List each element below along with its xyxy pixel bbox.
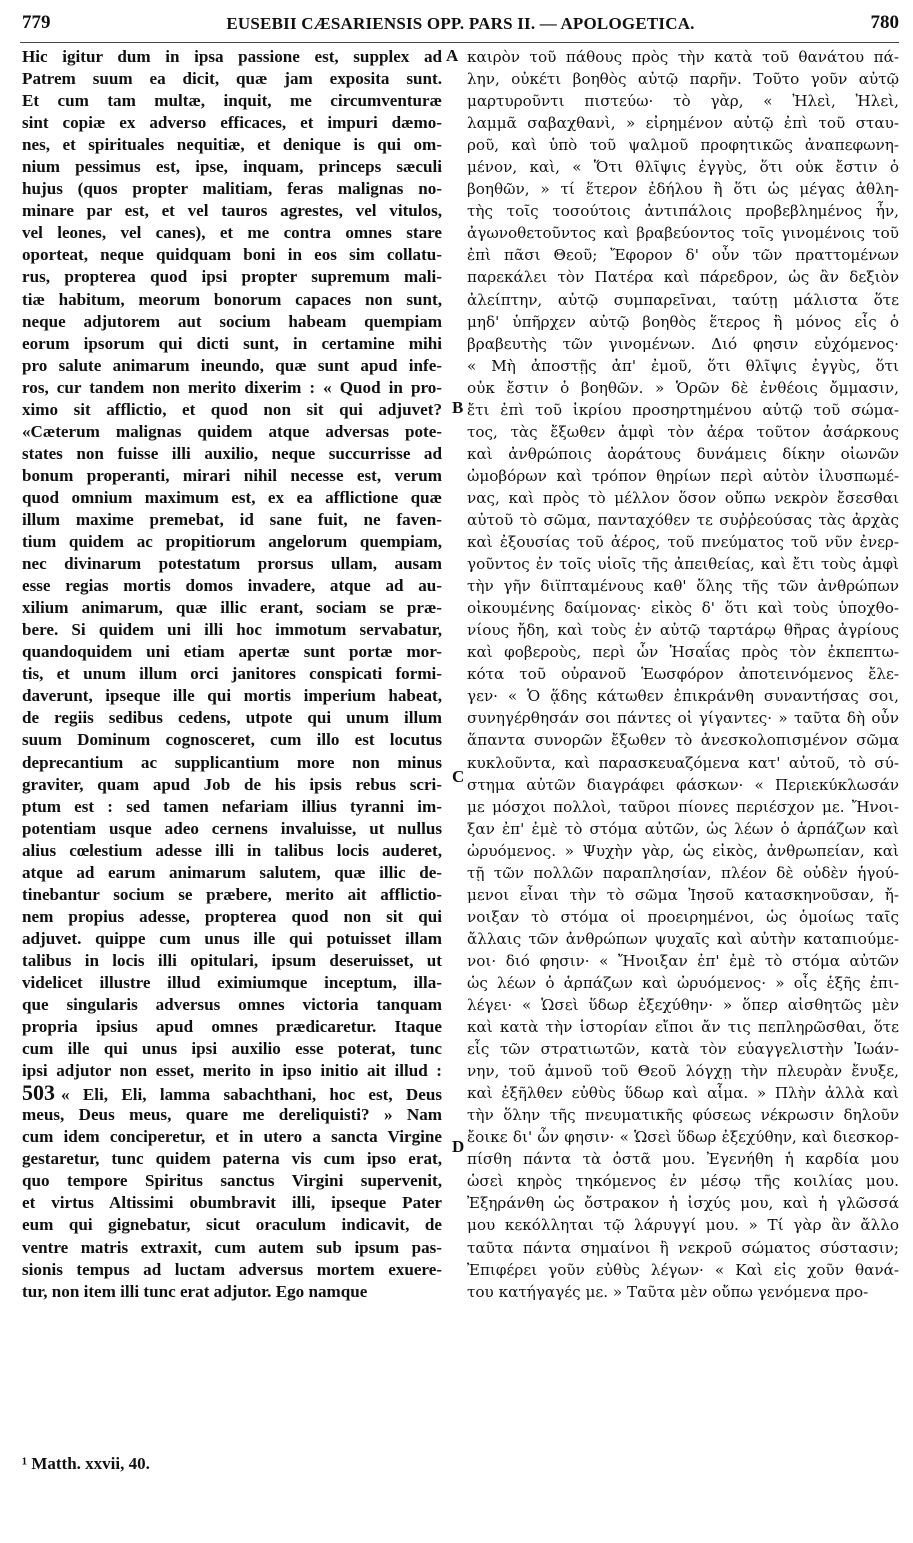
greek-line: παρεκάλει τὸν Πατέρα καὶ πάρεδρον, ὡς ἂν δεξιὸν	[467, 268, 899, 287]
latin-line: neque adjutorem aut socium habeam quempiam	[22, 311, 442, 331]
greek-line: κότα τοῦ οὐρανοῦ Ἑωσφόρον ἀποτεινόμενος ἔλε-	[467, 665, 899, 684]
greek-line: καιρὸν τοῦ πάθους πρὸς τὴν κατὰ τοῦ θανάτου πά-	[467, 48, 899, 66]
latin-line: cum ille qui unus ipsi auxilio esse poterat, tunc	[22, 1039, 442, 1059]
greek-line: νας, καὶ πρὸς τὸ μέλλον ὅσον οὔπω νεκρὸν ἔσεσθαι	[467, 488, 899, 507]
greek-line: ταῦτα πάντα σημαίνοι ἢ νεκροῦ σώματος σύστασιν;	[467, 1238, 899, 1257]
greek-line: καὶ ἐξουσίας τοῦ ἀέρος, τοῦ πνεύματος τοῦ νῦν ἐνερ-	[467, 533, 899, 552]
latin-line: sionis tempus ad luctam adversus mortem exuere-	[22, 1259, 442, 1279]
latin-line: oporteat, neque quidquam boni in eos sim collatu-	[22, 245, 442, 265]
greek-line: στημα αὐτῶν διαγράφει φάσκων· « Περιεκύκλωσάν	[467, 775, 899, 794]
latin-line: tis, et unum illum orci janitores conspicati formi-	[22, 664, 442, 684]
latin-line: ipsi adjutor non esset, merito in ipso initio ait illud :	[22, 1061, 442, 1081]
greek-line: πίσθη πάντα τὰ ὀστᾶ μου. Ἐγενήθη ἡ καρδία μου	[467, 1150, 899, 1169]
latin-line: ros, cur tandem non merito dixerim : « Quod in pro-	[22, 377, 442, 397]
margin-letter-b: B	[452, 398, 464, 417]
greek-line: νην, τοῦ ἀμνοῦ τοῦ Θεοῦ λόγχῃ τὴν πλευρὰν ἔνυξε,	[467, 1062, 899, 1081]
greek-line: ἄλλαις τῶν ἀνθρώπων ψυχαῖς καὶ αὐτὴν καταπιούμε-	[467, 929, 899, 948]
greek-line: νοιξαν τὸ στόμα οἱ προειρημένοι, ὡς ὁμοίως ταῖς	[467, 907, 899, 926]
latin-line: ptum est : sed tamen nefariam illius tyranni im-	[22, 796, 442, 816]
latin-line	[22, 1082, 442, 1104]
latin-column	[22, 46, 442, 1303]
greek-line: μηδ' ὑπῆρχεν αὐτῷ βοηθὸς ἕτερος ἢ μόνος εἷς ὁ	[467, 312, 899, 331]
greek-line: με μόσχοι πολλοὶ, ταῦροι πίονες περιέσχον με. Ἤνοι-	[467, 797, 899, 816]
latin-line: propria ipsius apud omnes prædicaretur. Itaque	[22, 1017, 442, 1037]
greek-line: τὴς τοῖς τοσούτοις ἀντιπάλοις προβεβλημένος ἦν,	[467, 202, 899, 221]
greek-line: συνηγέρθησάν σοι πάντες οἱ γίγαντες· » ταῦτα δὴ οὖν	[467, 709, 899, 728]
greek-line: τὴν γῆν διϊπταμένους καθ' ὅλης τῆς τῶν ἀνθρώπων	[467, 577, 899, 596]
latin-line: daverunt, ipseque ille qui mortis imperium habeat,	[22, 686, 442, 706]
latin-line: deprecantium ac supplicantium more non minus	[22, 752, 442, 772]
latin-line: quandoquidem uni etiam apertæ sunt portæ mor-	[22, 642, 442, 662]
latin-line: tinebantur socium se præbere, merito ait afflictio-	[22, 884, 442, 904]
greek-line: βραβευτὴς τῶν γινομένων. Διό φησιν εὐχόμενος·	[467, 334, 899, 353]
latin-line: esse regias mortis domos invadere, atque ad au-	[22, 576, 442, 596]
latin-line: talibus in locis illi opitulari, ipsum deseruisset, ut	[22, 950, 442, 970]
greek-line: τὴν ὅλην τῆς πνευματικῆς φύσεως νέκρωσιν δηλοῦν	[467, 1106, 899, 1125]
latin-line: ventre matris extraxit, cum autem sub ipsum pas-	[22, 1237, 442, 1257]
greek-line: λαμμᾶ σαβαχθανὶ, » εἰρημένον αὐτῷ ἐπὶ τοῦ σταυ-	[467, 114, 899, 133]
greek-line: ἐπὶ πᾶσι Θεοῦ; Ἔφορον δ' οὖν τῶν πραττομένων	[467, 246, 899, 265]
greek-line: εἷς τῶν στρατιωτῶν, κατὰ τὸν εὐαγγελιστὴν Ἰωάν-	[467, 1040, 899, 1059]
greek-line: « Μὴ ἀποστῇς ἀπ' ἐμοῦ, ὅτι θλῖψις ἐγγὺς, ὅτι	[467, 356, 899, 375]
greek-line: μένον, καὶ, « Ὅτι θλῖψις ἐγγὺς, ὅτι οὐκ ἔστιν ὁ	[467, 158, 899, 177]
latin-line: Hic igitur dum in ipsa passione est, supplex ad	[22, 47, 442, 66]
latin-line: rus, propterea quod ipsi propter supremum mali-	[22, 267, 442, 287]
greek-line: ροῦ, καὶ ὑπὸ τοῦ ψαλμοῦ προφητικῶς ἀναπεφωνη-	[467, 136, 899, 155]
latin-line: quo tempore Spiritus sanctus Virgini supervenit,	[22, 1171, 442, 1191]
latin-line: tur, non item illi tunc erat adjutor. Ego namque	[22, 1281, 368, 1301]
margin-letter-c: C	[452, 767, 465, 786]
margin-letter-a: A	[446, 46, 459, 65]
latin-line: vel leones, vel canes), et me contra omnes stare	[22, 223, 442, 243]
latin-line: eorum ipsorum qui dicti sunt, in certamine mihi	[22, 333, 442, 353]
greek-line: καὶ ἐξῆλθεν εὐθὺς ὕδωρ καὶ αἷμα. » Πλὴν ἀλλὰ καὶ	[467, 1084, 899, 1103]
latin-line: suum Dominum cognosceret, cum illo est locutus	[22, 730, 442, 750]
greek-line: Ἐξηράνθη ὡς ὄστρακον ἡ ἰσχύς μου, καὶ ἡ γλῶσσά	[467, 1194, 899, 1213]
latin-line: illum maxime premebat, id sane fuit, ne faven-	[22, 509, 442, 529]
latin-line: eum qui gignebatur, sicut oraculum indicavit, de	[22, 1215, 442, 1235]
latin-line: bere. Si quidem uni illi hoc immotum servabatur,	[22, 620, 442, 640]
latin-line: ximo sit afflictio, et quod non sit qui adjuvet?	[22, 399, 442, 419]
greek-line: κυκλοῦντα, καὶ παρασκευαζόμενα κατ' αὐτοῦ, τὸ σύ-	[467, 753, 899, 772]
latin-line: potentiam usque adeo cernens invaluisse, ut nullus	[22, 818, 442, 838]
greek-column	[467, 46, 899, 1303]
latin-line: xilium animarum, quæ illic erant, sociam se præ-	[22, 598, 442, 618]
latin-line: hujus (quos propter malitiam, feras malignas no-	[22, 179, 442, 199]
latin-text: « Eli, Eli, lamma sabachthani, hoc est, Deus	[61, 1085, 442, 1105]
greek-line: νοι· διό φησιν· « Ἤνοιξαν ἐπ' ἐμὲ τὸ στόμα αὐτῶν	[467, 951, 899, 970]
greek-line: καὶ ἀνθρώποις ἀοράτους δυνάμεις δίκην οἰωνῶν	[467, 444, 899, 463]
page-number-left: 779	[22, 12, 51, 33]
greek-line: λέγει· « Ὡσεὶ ὕδωρ ἐξεχύθην· » ὅπερ αἰσθητῶς μὲν	[467, 996, 899, 1015]
greek-line: τος, τὰς ἔξωθεν ἀμφὶ τὸν ἀέρα τοῦτον ἀσάρκους	[467, 422, 899, 441]
latin-line: quod omnium maximum est, ex ea afflictione quæ	[22, 487, 442, 507]
column-number: 503	[22, 1082, 55, 1105]
page-number-right: 780	[870, 12, 899, 33]
greek-line: μου κεκόλληται τῷ λάρυγγί μου. » Τί γὰρ ἂν ἄλλο	[467, 1216, 899, 1235]
margin-letter-d: D	[452, 1137, 465, 1156]
latin-line: minare par est, et vel tauros agrestes, vel vitulos,	[22, 201, 442, 221]
greek-line: ὡσεὶ κηρὸς τηκόμενος ἐν μέσῳ τῆς κοιλίας μου.	[467, 1172, 899, 1191]
greek-line: αὐτοῦ τὸ σῶμα, πανταχόθεν τε συῤῥεούσας τὰς ἀρχὰς	[467, 510, 899, 529]
latin-line: graviter, quam apud Job de his ipsis rebus scri-	[22, 774, 442, 794]
latin-line: states non fuisse illi auxilio, neque succurrisse ad	[22, 443, 442, 463]
header-rule	[20, 42, 899, 43]
latin-line: Patrem suum ea dicit, quæ jam exposita sunt.	[22, 69, 442, 89]
greek-line: του κατήγαγές με. » Ταῦτα μὲν οὔπω γενόμενα προ-	[467, 1282, 869, 1301]
running-title: EUSEBII CÆSARIENSIS OPP. PARS II. — APOLOGETICA.	[226, 14, 695, 33]
latin-line: que singularis adversus omnes victoria tanquam	[22, 995, 442, 1015]
latin-line: bonum properanti, mirari nihil necesse est, verum	[22, 465, 442, 485]
greek-line: ὠμοβόρων καὶ τρόπον θηρίων περὶ αὐτὸν ἰλυσπωμέ-	[467, 466, 899, 485]
greek-line: νίους ἤδη, καὶ τοὺς ἐν αὐτῷ ταρτάρῳ θῆρας ἀγρίους	[467, 621, 899, 640]
greek-line: μενοι εἶναι τὴν τὸ σῶμα Ἰησοῦ κατασκηνοῦσαν, ἤ-	[467, 885, 899, 904]
greek-line: οὐκ ἔστιν ὁ βοηθῶν. » Ὁρῶν δὲ ἐνθέοις ὄμμασιν,	[467, 378, 899, 397]
greek-line: ἀγωνοθετοῦντος καὶ βραβεύοντος τοῖς γινομένοις τοῦ	[467, 224, 899, 243]
greek-line: ὠρυόμενος. » Ψυχὴν γὰρ, ὡς εἰκὸς, ἀνθρωπείαν, καὶ	[467, 841, 899, 860]
latin-line: gestaretur, tunc quidem paterna vis cum ipso erat,	[22, 1149, 442, 1169]
footnote: ¹ Matth. xxvii, 40.	[22, 1454, 150, 1473]
greek-line: βοηθῶν, » τί ἕτερον ἐδήλου ἢ ὅτι ὡς μέγας ἀθλη-	[467, 180, 899, 199]
greek-line: καὶ κατὰ τὴν ἱστορίαν εἴποι ἄν τις πεπληρῶσθαι, ὅτε	[467, 1018, 899, 1037]
greek-line: γοῦντος ἐν τοῖς υἱοῖς τῆς ἀπειθείας, καὶ ἔτι τοὺς ἀμφὶ	[467, 555, 899, 574]
greek-line: ἅπαντα συνορῶν ἔξωθεν τὸ ἀνεσκολοπισμένον σῶμα	[467, 731, 899, 750]
greek-line: καὶ φοβεροὺς, περὶ ὧν Ἡσαΐας πρὸς τὸν ἐκπεπτω-	[467, 643, 899, 662]
latin-line: nium pessimus est, ipse, inquam, princeps sæculi	[22, 157, 442, 177]
latin-line: videlicet illustre illud eximiumque inceptum, illa-	[22, 972, 442, 992]
latin-line: et virtus Altissimi obumbravit illi, ipseque Pater	[22, 1193, 442, 1213]
latin-line: cum idem conciperetur, et in utero a sancta Virgine	[22, 1127, 442, 1147]
latin-line: de regiis sedibus cedens, utpote qui unum illum	[22, 708, 442, 728]
greek-line: οἰκουμένης δαίμονας· εἰκὸς δ' ὅτι καὶ τοὺς ὑποχθο-	[467, 599, 899, 618]
latin-line: adjuvet. quippe cum unus ille qui potuisset illam	[22, 928, 442, 948]
latin-line: «Cæterum malignas quidem atque adversas pote-	[22, 421, 442, 441]
latin-line: sint copiæ ex adverso efficaces, et impuri dæmo-	[22, 113, 442, 133]
latin-line: nem propius adesse, propterea quod non sit qui	[22, 906, 442, 926]
greek-line: λην, οὐκέτι βοηθὸς αὐτῷ παρῆν. Τοῦτο γοῦν αὐτῷ	[467, 70, 899, 89]
greek-line: γεν· « Ὁ ᾅδης κάτωθεν ἐπικράνθη συναντήσας σοι,	[467, 687, 899, 706]
greek-line: ἔτι ἐπὶ τοῦ ἰκρίου προσηρτημένου αὐτῷ τοῦ σώμα-	[467, 400, 899, 419]
greek-line: ὡς λέων ὁ ἁρπάζων καὶ ὠρυόμενος· » οἷς ἑξῆς ἐπι-	[467, 973, 899, 992]
latin-line: tium quidem ac propitiorum angelorum quempiam,	[22, 532, 442, 552]
latin-line: nes, et spirituales nequitiæ, et denique is qui om-	[22, 135, 442, 155]
latin-line: atque ad earum animarum salutem, quæ illic de-	[22, 862, 442, 882]
latin-line: pro salute animarum ineundo, quæ sunt apud infe-	[22, 355, 442, 375]
latin-line: Et cum tam multæ, inquit, me circumventuræ	[22, 91, 442, 111]
greek-line: μαρτυροῦντι πιστεύω· τὸ γὰρ, « Ἠλεὶ, Ἠλεὶ,	[467, 92, 899, 111]
greek-line: τῇ τῶν πολλῶν παραπλησίαν, πλέον δὲ οὐδὲν ἡγού-	[467, 863, 899, 882]
page-header	[22, 12, 899, 38]
latin-line: meus, Deus meus, quare me dereliquisti? » Nam	[22, 1105, 442, 1125]
greek-line: Ἐπιφέρει γοῦν εὐθὺς λέγων· « Καὶ εἰς χοῦν θανά-	[467, 1260, 899, 1279]
latin-line: tiæ habitum, meorum bonorum capaces non sunt,	[22, 289, 442, 309]
greek-line: ξαν ἐπ' ἐμὲ τὸ στόμα αὐτῶν, ὡς λέων ὁ ἁρπάζων καὶ	[467, 819, 899, 838]
latin-line: nec divinarum potestatum prorsus ullam, ausam	[22, 554, 442, 574]
latin-line: alius cœlestium adesse illi in talibus locis auderet,	[22, 840, 442, 860]
greek-line: ἔοικε δι' ὧν φησιν· « Ὡσεὶ ὕδωρ ἐξεχύθην, καὶ διεσκορ-	[467, 1128, 899, 1147]
greek-line: ἀλείπτην, αὐτῷ συμπαρεῖναι, ταύτῃ μάλιστα ὅτε	[467, 290, 899, 309]
